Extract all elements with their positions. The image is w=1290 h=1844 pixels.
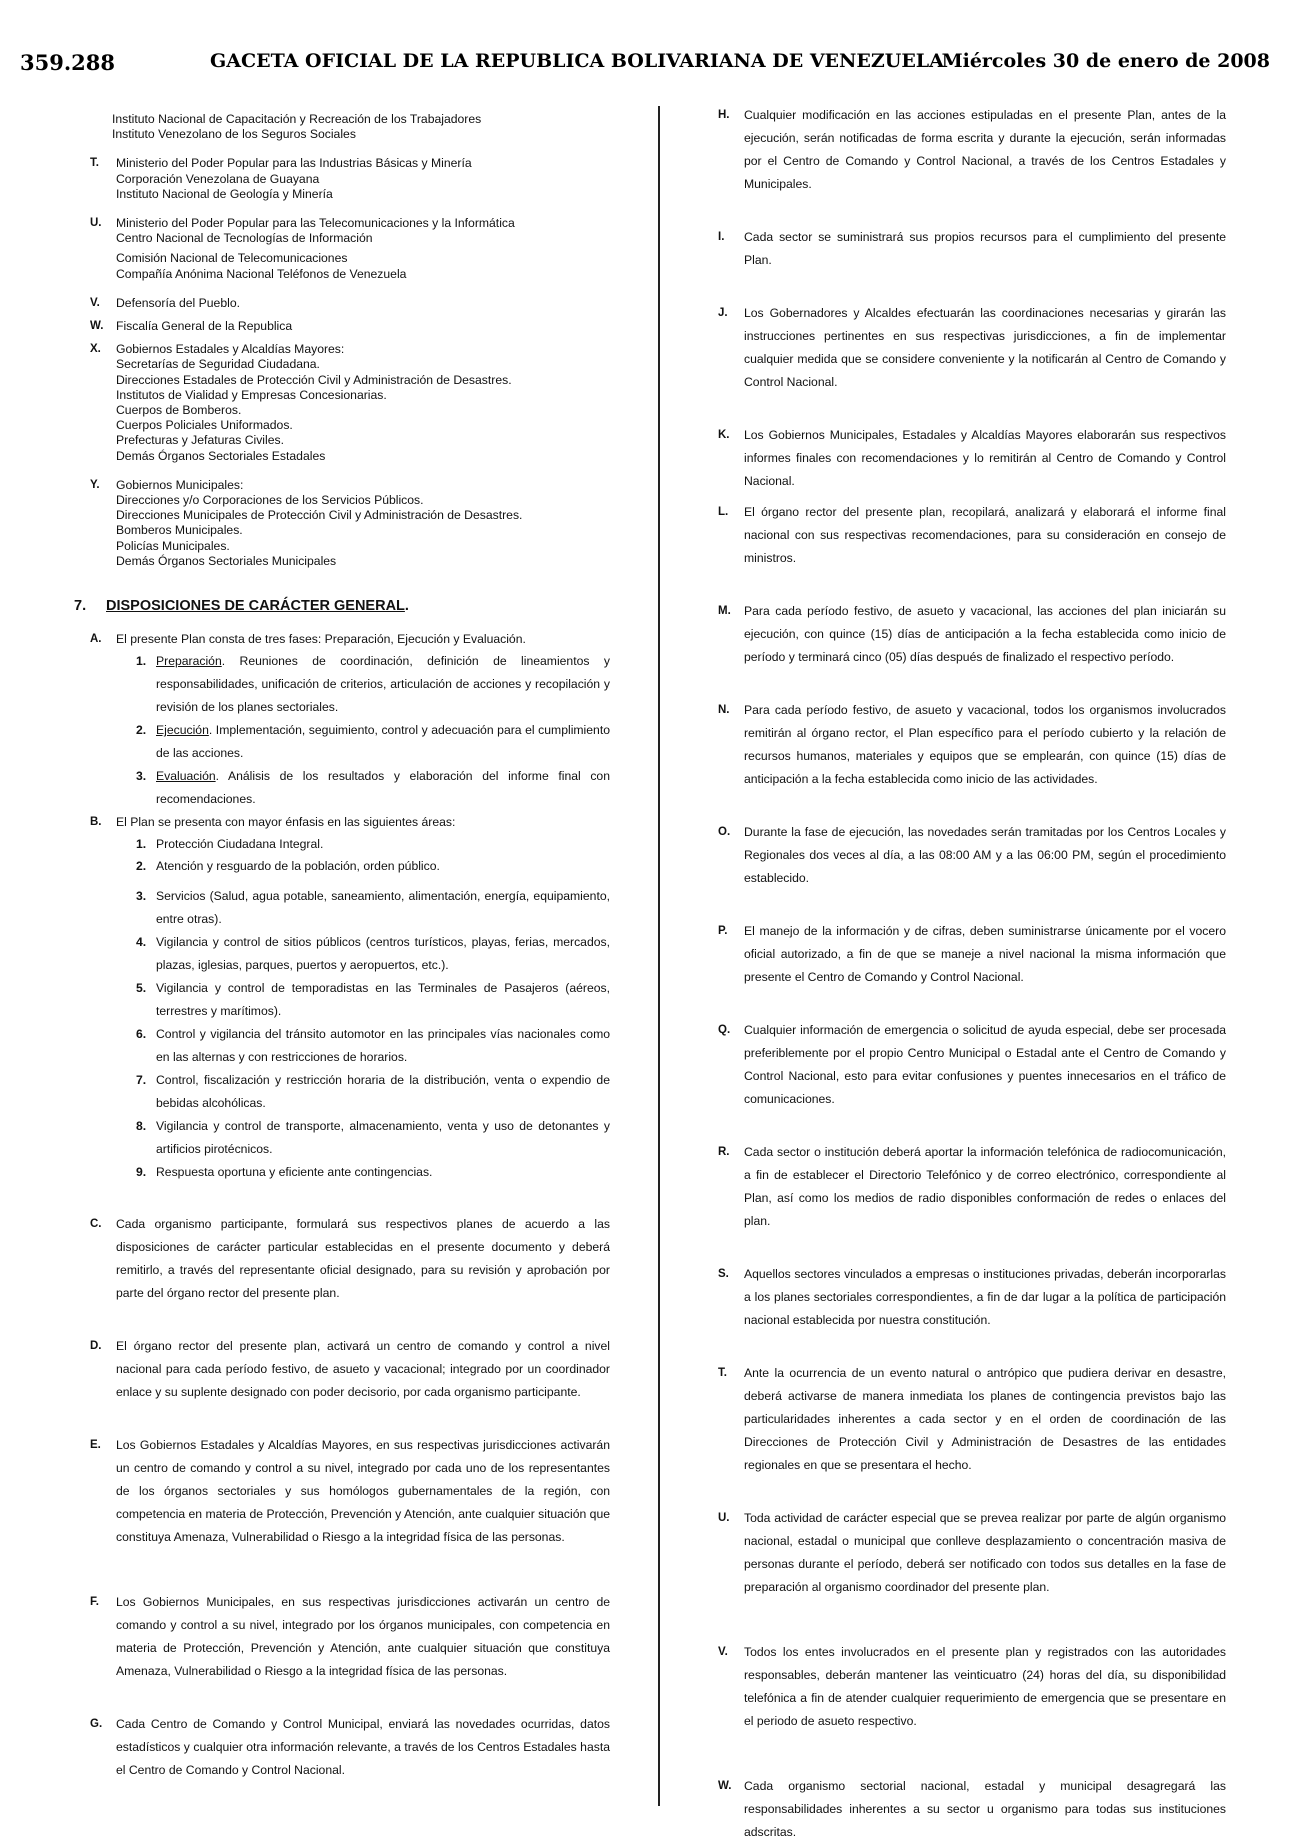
area-number: 9. <box>136 1165 147 1180</box>
item-label: N. <box>718 704 730 716</box>
area-text: Vigilancia y control de transporte, almacenamiento, venta y uso de detonantes y artificios pirotécnicos. <box>156 1119 610 1157</box>
page-number: 359.288 <box>20 50 115 75</box>
issue-date: Miércoles 30 de enero de 2008 <box>941 50 1270 72</box>
list-line: Ministerio del Poder Popular para las Telecomunicaciones y la Informática <box>116 216 515 231</box>
item-label: J. <box>718 307 728 319</box>
area-number: 8. <box>136 1119 147 1134</box>
paragraph-c <box>90 1213 610 1305</box>
paragraph-text: Los Gobernadores y Alcaldes efectuarán las coordinaciones necesarias y girarán las instrucciones pertinentes en sus respectivas jurisdicciones, a fin de implementar cualquier medida que se considere conveniente y la notificarán al Centro de Comando y Control Nacional. <box>744 306 1226 389</box>
list-line: Direcciones Estadales de Protección Civil y Administración de Desastres. <box>116 372 512 387</box>
paragraph-text: Durante la fase de ejecución, las novedades serán tramitadas por los Centros Locales y Regionales dos veces al día, a las 08:00 AM y a las 06:00 PM, según el procedimiento establecido. <box>744 825 1226 885</box>
list-line: Compañía Anónima Nacional Teléfonos de Venezuela <box>116 266 407 281</box>
area-item <box>136 1161 610 1183</box>
paragraph-m <box>718 600 1226 669</box>
item-label: R. <box>718 1146 730 1158</box>
paragraph-text: Toda actividad de carácter especial que se prevea realizar por parte de algún organismo nacional, estadal o municipal que conlleve desplazamiento o concentración masiva de personas durante el período, deberá ser notificado con todos sus detalles en la fase de preparación al organismo coordinador del presente plan. <box>744 1511 1226 1594</box>
list-line: Instituto Nacional de Capacitación y Recreación de los Trabajadores <box>112 112 482 126</box>
list-item-v <box>90 296 610 311</box>
list-line: Instituto Nacional de Geología y Minería <box>116 186 333 201</box>
item-label: S. <box>718 1268 729 1280</box>
list-line: Gobiernos Estadales y Alcaldías Mayores: <box>116 342 345 357</box>
section-number: 7. <box>74 598 87 615</box>
paragraph-text: Cada sector o institución deberá aportar la información telefónica de radiocomunicación, a fin de establecer el Directorio Telefónico y de correo electrónico, correspondiente al Plan, así como los medios de radio disponibles conformación de redes o enlaces del plan. <box>744 1145 1226 1228</box>
area-text: Respuesta oportuna y eficiente ante contingencias. <box>156 1165 433 1180</box>
phase-number: 3. <box>136 769 147 784</box>
phase-item <box>136 650 610 719</box>
paragraph-e <box>90 1434 610 1549</box>
phase-number: 1. <box>136 654 147 669</box>
list-line: Instituto Venezolano de los Seguros Sociales <box>112 127 356 142</box>
phase-text: . Reuniones de coordinación, definición de lineamientos y responsabilidades, unificación de criterios, articulación de acciones y recopilación y revisión de los planes sectoriales. <box>156 654 610 715</box>
area-text: Protección Ciudadana Integral. <box>156 837 324 852</box>
paragraph-l <box>718 501 1226 570</box>
paragraph-text: El órgano rector del presente plan, activará un centro de comando y control a nivel nacional para cada período festivo, de asueto y vacacional; integrado por un coordinador enlace y su suplente designado con poder decisorio, por cada organismo participante. <box>116 1339 610 1400</box>
item-label: W. <box>718 1780 732 1792</box>
paragraph-text: Cada organismo participante, formulará sus respectivos planes de acuerdo a las disposiciones de carácter particular establecidas en el presente documento y deberá remitirlo, a través del representante oficial designado, para su revisión y aprobación por parte del órgano rector del presente plan. <box>116 1217 610 1301</box>
paragraph-v <box>718 1641 1226 1733</box>
paragraph-q <box>718 1019 1226 1111</box>
paragraph-j <box>718 302 1226 394</box>
paragraph-k <box>718 424 1226 493</box>
list-item-y <box>90 478 610 569</box>
paragraph-text: Cualquier modificación en las acciones estipuladas en el presente Plan, antes de la ejecución, serán notificadas de forma escrita y durante la ejecución, serán informadas por el Centro de Comando y Control Nacional, a través de los Centros Estadales y Municipales. <box>744 108 1226 191</box>
phase-item <box>136 719 610 765</box>
list-line: Secretarías de Seguridad Ciudadana. <box>116 357 320 372</box>
continued-list <box>112 112 610 142</box>
paragraph-g <box>90 1713 610 1782</box>
paragraph-text: Cada Centro de Comando y Control Municipal, enviará las novedades ocurridas, datos estadísticos y cualquier otra información relevante, a través de los Centros Estadales hasta el Centro de Comando y Control Nacional. <box>116 1717 610 1778</box>
item-label: O. <box>718 826 731 838</box>
item-label: K. <box>718 429 730 441</box>
area-number: 7. <box>136 1073 147 1088</box>
list-line: Direcciones Municipales de Protección Civil y Administración de Desastres. <box>116 508 523 523</box>
right-column <box>718 104 1226 1844</box>
list-line: Comisión Nacional de Telecomunicaciones <box>116 251 348 266</box>
item-label: I. <box>718 231 725 243</box>
list-line: Fiscalía General de la Republica <box>116 319 293 334</box>
list-line: Institutos de Vialidad y Empresas Concesionarias. <box>116 387 387 402</box>
item-label: T. <box>718 1367 727 1379</box>
item-label: G. <box>90 1718 103 1731</box>
item-label: V. <box>718 1646 728 1658</box>
item-label: D. <box>90 1340 102 1353</box>
item-label: V. <box>90 296 100 309</box>
paragraph-text: Los Gobiernos Municipales, Estadales y Alcaldías Mayores elaborarán sus respectivos informes finales con recomendaciones y lo remitirán al Centro de Comando y Control Nacional. <box>744 428 1226 488</box>
area-item <box>136 833 610 855</box>
list-line: Cuerpos Policiales Uniformados. <box>116 418 293 433</box>
paragraph-text: Todos los entes involucrados en el presente plan y registrados con las autoridades responsables, deberán mantener las veinticuatro (24) horas del día, su disponibilidad telefónica a fin de atender cualquier requerimiento de emergencia que se presentare en el periodo de asueto respectivo. <box>744 1645 1226 1728</box>
phase-term: Evaluación <box>156 769 216 784</box>
list-line: Cuerpos de Bomberos. <box>116 403 242 418</box>
gazette-title: GACETA OFICIAL DE LA REPUBLICA BOLIVARIANA DE VENEZUELA <box>210 50 944 72</box>
left-column <box>74 112 610 1782</box>
area-number: 3. <box>136 889 147 904</box>
section-heading <box>74 599 610 614</box>
area-item <box>136 1069 610 1115</box>
list-line: Prefecturas y Jefaturas Civiles. <box>116 433 284 448</box>
item-label: P. <box>718 925 728 937</box>
area-item <box>136 855 610 877</box>
list-item-u <box>90 216 610 282</box>
list-line: Defensoría del Pueblo. <box>116 295 240 310</box>
area-text: Vigilancia y control de sitios públicos (centros turísticos, playas, ferias, mercados, plazas, iglesias, parques, puertos y aeropuertos, etc.). <box>156 935 610 973</box>
paragraph-f <box>90 1591 610 1683</box>
list-item-t <box>90 156 610 202</box>
paragraph-text: Cada organismo sectorial nacional, estadal y municipal desagregará las responsabilidades inherentes a su sector u organismo para todas sus instituciones adscritas. <box>744 1779 1226 1839</box>
list-line: Bomberos Municipales. <box>116 523 243 538</box>
list-line: Direcciones y/o Corporaciones de los Servicios Públicos. <box>116 493 424 508</box>
paragraph-text: El manejo de la información y de cifras, deben suministrarse únicamente por el vocero oficial autorizado, a fin de que se maneje a nivel nacional la misma información que presente el Centro de Comando y Control Nacional. <box>744 924 1226 984</box>
phase-item <box>136 765 610 811</box>
paragraph-o <box>718 821 1226 890</box>
item-label: A. <box>90 633 102 646</box>
paragraph-text: Cualquier información de emergencia o solicitud de ayuda especial, debe ser procesada preferiblemente por el propio Centro Municipal o Estadal ante el Centro de Comando y Control Nacional, esto para evitar confusiones y puentes innecesarios en el tráfico de comunicaciones. <box>744 1023 1226 1106</box>
paragraph-text: Aquellos sectores vinculados a empresas o instituciones privadas, deberán incorporarlas a los planes sectoriales correspondientes, a fin de dar lugar a la política de participación nacional establecida por nuestra constitución. <box>744 1267 1226 1327</box>
area-text: Atención y resguardo de la población, orden público. <box>156 859 440 874</box>
list-line: Policías Municipales. <box>116 538 230 553</box>
item-label: Q. <box>718 1024 731 1036</box>
list-line: Corporación Venezolana de Guayana <box>116 171 320 186</box>
paragraph-s <box>718 1263 1226 1332</box>
item-label: M. <box>718 605 731 617</box>
paragraph-text: El órgano rector del presente plan, recopilará, analizará y elaborará el informe final nacional con sus respectivas recomendaciones, para su consideración en consejo de ministros. <box>744 505 1226 565</box>
item-label: U. <box>718 1512 730 1524</box>
area-item <box>136 1115 610 1161</box>
paragraph-text: El Plan se presenta con mayor énfasis en las siguientes áreas: <box>116 815 456 830</box>
paragraph-text: Para cada período festivo, de asueto y vacacional, todos los organismos involucrados remitirán al órgano rector, el Plan específico para el período cubierto y la relación de recursos humanos, materiales y equipos que se emplearán, con quince (15) días de anticipación a la fecha establecida como inicio de las actividades. <box>744 703 1226 786</box>
list-line: Gobiernos Municipales: <box>116 477 244 492</box>
paragraph-u <box>718 1507 1226 1599</box>
paragraph-n <box>718 699 1226 791</box>
paragraph-text: Los Gobiernos Municipales, en sus respectivas jurisdicciones activarán un centro de comando y control a su nivel, integrado por los órganos municipales, con competencia en materia de Protección, Prevención y Atención, ante cualquier situación que constituya Amenaza, Vulnerabilidad o Riesgo a la integridad física de las personas. <box>116 1595 610 1679</box>
item-label: W. <box>90 320 104 333</box>
area-number: 1. <box>136 837 147 852</box>
paragraph-a <box>90 628 610 811</box>
phase-number: 2. <box>136 723 147 738</box>
area-number: 6. <box>136 1027 147 1042</box>
paragraph-text: Para cada período festivo, de asueto y vacacional, las acciones del plan iniciarán su ejecución, con quince (15) días de anticipación a la fecha establecida como inicio de período y terminará cinco (05) días después de finalizado el respectivo período. <box>744 604 1226 664</box>
area-text: Vigilancia y control de temporadistas en las Terminales de Pasajeros (aéreos, terrestres y marítimos). <box>156 981 610 1019</box>
area-item <box>136 1023 610 1069</box>
area-number: 2. <box>136 859 147 874</box>
phase-term: Preparación <box>156 654 222 669</box>
item-label: B. <box>90 816 102 829</box>
paragraph-p <box>718 920 1226 989</box>
area-number: 5. <box>136 981 147 996</box>
list-item-w <box>90 319 610 334</box>
phase-text: . Análisis de los resultados y elaboración del informe final con recomendaciones. <box>156 769 610 807</box>
paragraph-r <box>718 1141 1226 1233</box>
paragraph-text: Los Gobiernos Estadales y Alcaldías Mayores, en sus respectivas jurisdicciones activarán un centro de comando y control a su nivel, integrado por cada uno de los representantes de los órganos sectoriales y sus homólogos gubernamentales de la región, con competencia en materia de Protección, Prevención y Atención, ante cualquier situación que constituya Amenaza, Vulnerabilidad o Riesgo a la integridad física de las personas. <box>116 1438 610 1545</box>
paragraph-text: El presente Plan consta de tres fases: Preparación, Ejecución y Evaluación. <box>116 632 526 647</box>
paragraph-b <box>90 811 610 1183</box>
item-label: H. <box>718 109 730 121</box>
area-item <box>136 885 610 931</box>
paragraph-h <box>718 104 1226 196</box>
area-text: Control, fiscalización y restricción horaria de la distribución, venta o expendio de bebidas alcohólicas. <box>156 1073 610 1111</box>
item-label: E. <box>90 1439 101 1452</box>
paragraph-text: Cada sector se suministrará sus propios recursos para el cumplimiento del presente Plan. <box>744 230 1226 267</box>
item-label: L. <box>718 506 729 518</box>
item-label: T. <box>90 157 99 170</box>
list-line: Ministerio del Poder Popular para las Industrias Básicas y Minería <box>116 156 472 171</box>
paragraph-w <box>718 1775 1226 1844</box>
list-line: Centro Nacional de Tecnologías de Información <box>116 231 373 246</box>
paragraph-d <box>90 1335 610 1404</box>
column-divider <box>658 106 660 1806</box>
item-label: U. <box>90 217 102 230</box>
phase-term: Ejecución <box>156 723 209 738</box>
phase-text: . Implementación, seguimiento, control y adecuación para el cumplimiento de las acciones. <box>156 723 610 761</box>
area-text: Servicios (Salud, agua potable, saneamiento, alimentación, energía, equipamiento, entre otras). <box>156 889 610 927</box>
area-item <box>136 931 610 977</box>
paragraph-i <box>718 226 1226 272</box>
list-item-x <box>90 342 610 464</box>
area-text: Control y vigilancia del tránsito automotor en las principales vías nacionales como en las alternas y con restricciones de horarios. <box>156 1027 610 1065</box>
section-title: DISPOSICIONES DE CARÁCTER GENERAL <box>106 598 405 615</box>
item-label: Y. <box>90 478 100 491</box>
item-label: C. <box>90 1218 102 1231</box>
item-label: F. <box>90 1596 99 1609</box>
list-line: Demás Órganos Sectoriales Municipales <box>116 553 337 568</box>
paragraph-text: Ante la ocurrencia de un evento natural o antrópico que pudiera derivar en desastre, deberá activarse de manera inmediata los planes de contingencia previstos bajo las particularidades inherentes a cada sector y en el orden de coordinación de las Direcciones de Protección Civil y Administración de Desastres de las entidades regionales en que se presentara el hecho. <box>744 1366 1226 1472</box>
paragraph-t <box>718 1362 1226 1477</box>
item-label: X. <box>90 343 101 356</box>
area-item <box>136 977 610 1023</box>
list-line: Demás Órganos Sectoriales Estadales <box>116 448 326 463</box>
area-number: 4. <box>136 935 147 950</box>
section-title-suffix: . <box>404 598 409 615</box>
page-header <box>20 50 1270 80</box>
